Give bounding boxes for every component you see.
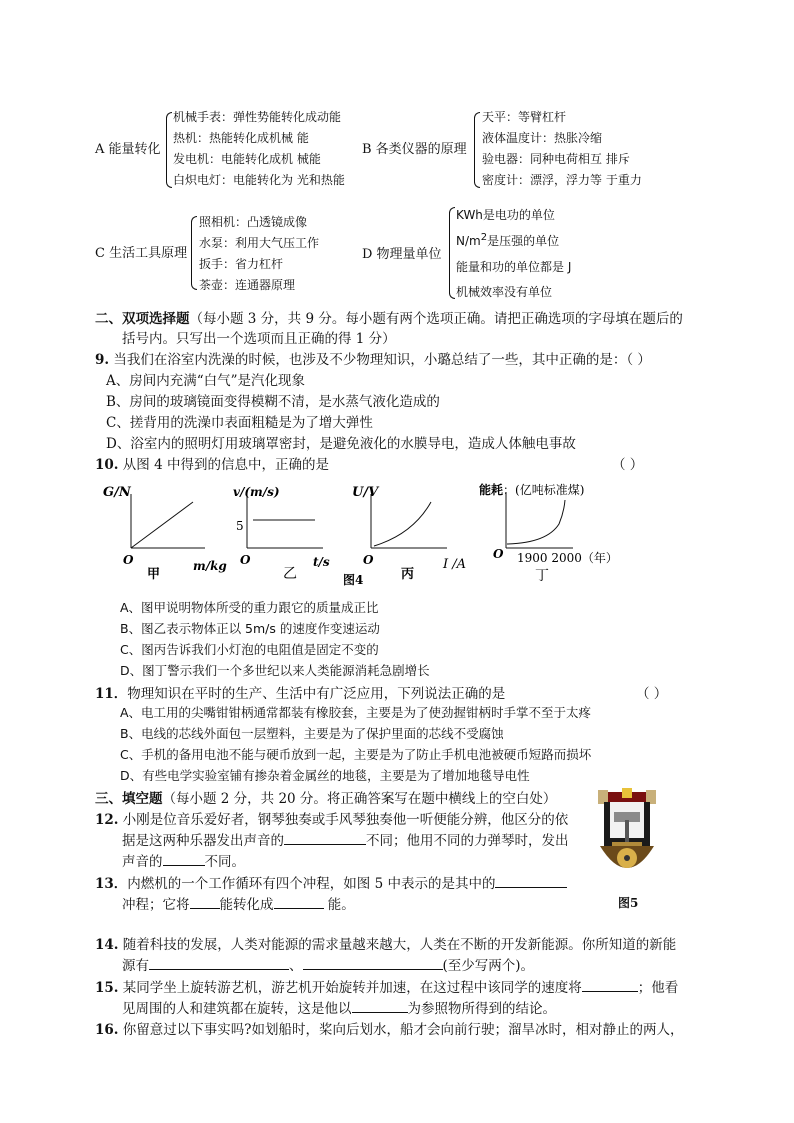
- group-b-brace: [474, 112, 480, 188]
- option: D、有些电学实验室铺有掺杂着金属丝的地毯，主要是为了增加地毯导电性: [120, 768, 530, 783]
- answer-blank[interactable]: [495, 875, 567, 888]
- group-c-brace: [191, 216, 197, 290]
- group-c-item: 水泵：利用大气压工作: [199, 236, 320, 250]
- question-12-line3: 声音的 不同。: [122, 854, 245, 870]
- ding-origin: O: [493, 547, 504, 561]
- option: B、电线的芯线外面包一层塑料，主要是为了保护里面的芯线不受腐蚀: [120, 726, 504, 741]
- yi-name: 乙: [283, 566, 297, 582]
- group-a-label: A 能量转化: [95, 142, 161, 157]
- group-c-item: 扳手：省力杠杆: [199, 257, 284, 271]
- option: B、房间的玻璃镜面变得模糊不清，是水蒸气液化造成的: [106, 394, 440, 410]
- group-b-item: 验电器：同种电荷相互 排斥: [482, 152, 630, 166]
- yi-ylabel: v/(m/s): [233, 485, 280, 499]
- answer-blank[interactable]: [352, 1000, 408, 1013]
- bing-name: 丙: [401, 567, 415, 582]
- section-2-header: 二、双项选择题（每小题 3 分，共 9 分。每小题有两个选项正确。请把正确选项的字母填在题后的: [95, 311, 683, 327]
- option: C、手机的备用电池不能与硬币放到一起，主要是为了防止手机电池被硬币短路而损坏: [120, 747, 592, 762]
- option: C、图丙告诉我们小灯泡的电阻值是固定不变的: [120, 642, 379, 657]
- ding-curve: [507, 500, 565, 544]
- figure-5-engine-illustration: [592, 786, 662, 886]
- question-15-line1: 15. 某同学坐上旋转游艺机，游艺机开始旋转并加速，在这过程中该同学的速度将 ；他看: [95, 980, 679, 996]
- bing-xlabel: I /A: [443, 557, 467, 572]
- question-10-stem: 10. 从图 4 中得到的信息中，正确的是: [95, 457, 329, 473]
- jia-origin: O: [123, 553, 134, 567]
- option: A、图甲说明物体所受的重力跟它的质量成正比: [120, 600, 379, 615]
- bing-origin: O: [363, 553, 374, 567]
- question-16-line1: 16. 你留意过以下事实吗?如划船时，桨向后划水，船才会向前行驶；溜旱冰时，相对静止的两人，: [95, 1022, 684, 1038]
- group-d-item-unit: $N/m^2$是压强的单位: [456, 232, 560, 248]
- group-b-item: 密度计：漂浮，浮力等 于重力: [482, 173, 642, 187]
- group-a-item: 机械手表：弹性势能转化成动能: [173, 110, 342, 124]
- answer-blank[interactable]: [284, 832, 366, 845]
- group-d-item: 机械效率没有单位: [456, 285, 553, 299]
- bing-curve: [374, 502, 431, 546]
- group-a-item: 发电机：电能转化成机 械能: [173, 152, 321, 166]
- answer-blank[interactable]: [190, 896, 220, 909]
- yi-origin: O: [240, 553, 251, 567]
- group-b-item: 天平：等臂杠杆: [482, 110, 567, 124]
- question-12-line1: 12. 小刚是位音乐爱好者，钢琴独奏或手风琴独奏他一听便能分辨，他区分的依: [95, 812, 569, 828]
- answer-blank[interactable]: [163, 853, 205, 866]
- option: A、房间内充满“白气”是汽化现象: [106, 373, 306, 389]
- option: D、图丁警示我们一个多世纪以来人类能源消耗急剧增长: [120, 663, 430, 678]
- jia-ylabel: G/N: [103, 485, 131, 500]
- answer-blank[interactable]: [274, 896, 324, 909]
- question-14-line1: 14. 随着科技的发展，人类对能源的需求量越来越大，人类在不断的开发新能源。你所知道的新能: [95, 937, 677, 953]
- group-a-item: 热机：热能转化成机械 能: [173, 131, 309, 145]
- group-b-label: B 各类仪器的原理: [362, 142, 467, 157]
- figure-4-caption: 图4: [343, 573, 364, 587]
- option: B、图乙表示物体正以 5m/s 的速度作变速运动: [120, 621, 380, 636]
- group-b-item: 液体温度计：热胀冷缩: [482, 131, 603, 145]
- option: C、搓背用的洗澡巾表面粗糙是为了增大弹性: [106, 415, 373, 431]
- bing-ylabel: U/V: [352, 485, 379, 500]
- section-3-header: 三、填空题（每小题 2 分，共 20 分。将正确答案写在题中横线上的空白处）: [95, 791, 557, 807]
- question-11-stem: 11．物理知识在平时的生产、生活中有广泛应用，下列说法正确的是: [95, 686, 506, 702]
- group-c-label: C 生活工具原理: [95, 246, 188, 261]
- group-d-item: KWh是电功的单位: [456, 208, 555, 222]
- group-d-label: D 物理量单位: [362, 247, 442, 262]
- jia-name: 甲: [147, 567, 161, 582]
- answer-blank[interactable]: [303, 957, 443, 970]
- option: D、浴室内的照明灯用玻璃罩密封，是避免液化的水膜导电，造成人体触电事故: [106, 436, 576, 452]
- question-15-line2: 见周围的人和建筑都在旋转，这是他以 为参照物所得到的结论。: [122, 1001, 556, 1017]
- answer-blank[interactable]: [149, 957, 289, 970]
- group-d-item: 能量和功的单位都是 J: [456, 260, 572, 274]
- figure-4: [95, 480, 655, 592]
- ding-name: 丁: [535, 568, 549, 584]
- ding-ticks: 1900 2000（年）: [517, 551, 618, 565]
- jia-xlabel: m/kg: [193, 559, 227, 573]
- question-12-line2: 据是这两种乐器发出声音的 不同；他用不同的力弹琴时，发出: [122, 833, 569, 849]
- section-2-desc: 括号内。只写出一个选项而且正确的得 1 分）: [122, 331, 396, 347]
- group-c-item: 茶壶：连通器原理: [199, 278, 296, 292]
- group-a-item: 白炽电灯：电能转化为 光和热能: [173, 173, 345, 187]
- yi-xlabel: t/s: [313, 555, 330, 569]
- answer-paren: （ ）: [612, 457, 644, 473]
- question-14-line2: 源有 、 (至少写两个)。: [122, 958, 535, 974]
- group-a-brace: [166, 112, 172, 188]
- ding-ylabel: 能耗：(亿吨标准煤): [479, 483, 585, 497]
- answer-blank[interactable]: [582, 979, 638, 992]
- figure-5-caption: 图5: [618, 896, 639, 910]
- jia-line: [131, 502, 193, 548]
- group-c-item: 照相机：凸透镜成像: [199, 215, 308, 229]
- yi-tick: 5: [236, 519, 244, 533]
- question-9-stem: 9. 当我们在浴室内洗澡的时候，也涉及不少物理知识，小璐总结了一些，其中正确的是：（ ）: [95, 352, 651, 368]
- answer-paren: （ ）: [636, 686, 668, 702]
- question-13-line2: 冲程；它将 能转化成 能。: [122, 897, 355, 913]
- group-d-brace: [449, 207, 455, 299]
- option: A、电工用的尖嘴钳钳柄通常都装有橡胶套，主要是为了使劲握钳柄时手掌不至于太疼: [120, 705, 592, 720]
- question-13-line1: 13．内燃机的一个工作循环有四个冲程，如图 5 中表示的是其中的: [95, 872, 567, 892]
